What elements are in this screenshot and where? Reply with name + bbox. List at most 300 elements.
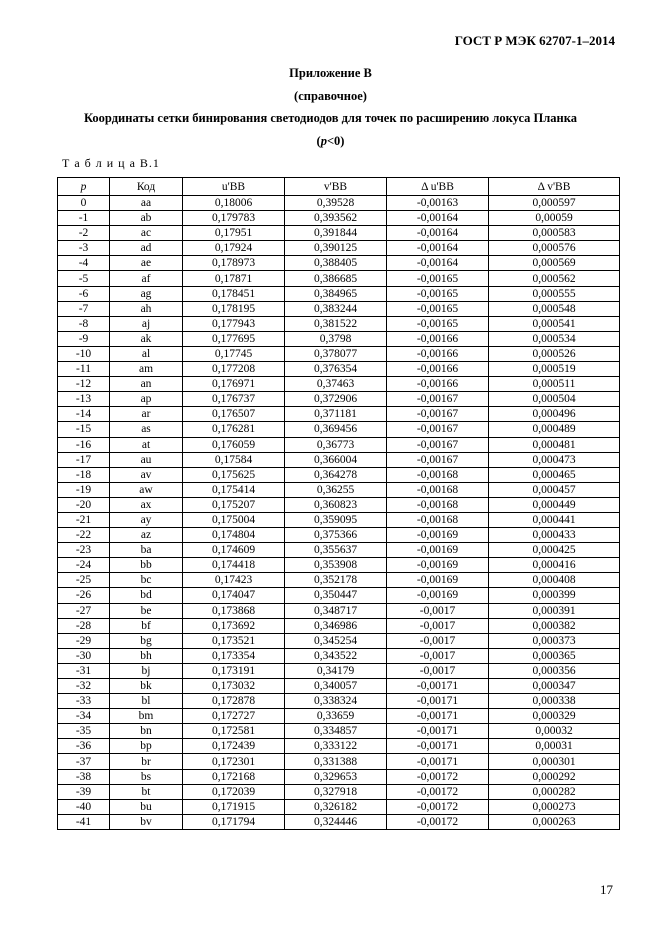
cell-v: 0,381522 xyxy=(285,316,387,331)
cell-v: 0,3798 xyxy=(285,331,387,346)
col-header-delta-v: Δ v'BB xyxy=(489,178,620,196)
cell-p: -17 xyxy=(58,452,110,467)
cell-v: 0,338324 xyxy=(285,694,387,709)
cell-code: bm xyxy=(110,709,183,724)
cell-delta-u: -0,00168 xyxy=(387,512,489,527)
cell-u: 0,172039 xyxy=(183,784,285,799)
cell-v: 0,369456 xyxy=(285,422,387,437)
cell-delta-v: 0,000569 xyxy=(489,256,620,271)
cell-delta-u: -0,0017 xyxy=(387,633,489,648)
cell-v: 0,329653 xyxy=(285,769,387,784)
cell-v: 0,390125 xyxy=(285,241,387,256)
cell-delta-v: 0,00032 xyxy=(489,724,620,739)
cell-delta-v: 0,000457 xyxy=(489,482,620,497)
table-row xyxy=(58,724,620,739)
cell-v: 0,340057 xyxy=(285,679,387,694)
table-row xyxy=(58,694,620,709)
cell-delta-u: -0,00172 xyxy=(387,784,489,799)
table-row xyxy=(58,482,620,497)
cell-delta-u: -0,0017 xyxy=(387,618,489,633)
cell-delta-u: -0,00167 xyxy=(387,422,489,437)
cell-code: aw xyxy=(110,482,183,497)
cell-p: -13 xyxy=(58,392,110,407)
cell-delta-v: 0,000433 xyxy=(489,528,620,543)
table-row xyxy=(58,226,620,241)
cell-p: -18 xyxy=(58,467,110,482)
cell-delta-v: 0,000263 xyxy=(489,814,620,829)
cell-v: 0,364278 xyxy=(285,467,387,482)
cell-delta-u: -0,00171 xyxy=(387,709,489,724)
cell-u: 0,178195 xyxy=(183,301,285,316)
appendix-subtitle: (справочное) xyxy=(294,89,367,103)
cell-u: 0,176507 xyxy=(183,407,285,422)
cell-v: 0,324446 xyxy=(285,814,387,829)
cell-delta-u: -0,00172 xyxy=(387,799,489,814)
cell-p: -33 xyxy=(58,694,110,709)
table-row xyxy=(58,799,620,814)
cell-v: 0,371181 xyxy=(285,407,387,422)
table-row xyxy=(58,588,620,603)
cell-v: 0,326182 xyxy=(285,799,387,814)
cell-code: am xyxy=(110,362,183,377)
cell-delta-u: -0,00171 xyxy=(387,694,489,709)
cell-delta-u: -0,00172 xyxy=(387,769,489,784)
cell-code: bb xyxy=(110,558,183,573)
cell-p: 0 xyxy=(58,196,110,211)
cell-code: bh xyxy=(110,648,183,663)
cell-v: 0,359095 xyxy=(285,512,387,527)
table-row xyxy=(58,573,620,588)
cell-p: -19 xyxy=(58,482,110,497)
cell-delta-u: -0,0017 xyxy=(387,663,489,678)
cell-delta-v: 0,00031 xyxy=(489,739,620,754)
cell-v: 0,334857 xyxy=(285,724,387,739)
cell-p: -31 xyxy=(58,663,110,678)
cell-code: bs xyxy=(110,769,183,784)
cell-u: 0,171794 xyxy=(183,814,285,829)
cell-p: -37 xyxy=(58,754,110,769)
cell-p: -28 xyxy=(58,618,110,633)
table-row xyxy=(58,739,620,754)
cell-v: 0,346986 xyxy=(285,618,387,633)
table-row xyxy=(58,241,620,256)
cell-delta-u: -0,00165 xyxy=(387,286,489,301)
cell-delta-v: 0,000597 xyxy=(489,196,620,211)
cell-u: 0,172878 xyxy=(183,694,285,709)
table-row xyxy=(58,316,620,331)
cell-code: ad xyxy=(110,241,183,256)
cell-delta-u: -0,00165 xyxy=(387,301,489,316)
cell-u: 0,178973 xyxy=(183,256,285,271)
cell-v: 0,378077 xyxy=(285,346,387,361)
page-number: 17 xyxy=(600,882,613,897)
cell-p: -39 xyxy=(58,784,110,799)
table-row xyxy=(58,784,620,799)
cell-v: 0,34179 xyxy=(285,663,387,678)
cell-u: 0,18006 xyxy=(183,196,285,211)
cell-code: ag xyxy=(110,286,183,301)
table-row xyxy=(58,437,620,452)
cell-p: -7 xyxy=(58,301,110,316)
cell-u: 0,174047 xyxy=(183,588,285,603)
cell-u: 0,175625 xyxy=(183,467,285,482)
cell-v: 0,333122 xyxy=(285,739,387,754)
table-row xyxy=(58,648,620,663)
cell-p: -24 xyxy=(58,558,110,573)
cell-code: ap xyxy=(110,392,183,407)
table-row xyxy=(58,528,620,543)
cell-delta-u: -0,00164 xyxy=(387,256,489,271)
cell-delta-v: 0,000449 xyxy=(489,497,620,512)
table-row xyxy=(58,663,620,678)
cell-u: 0,17745 xyxy=(183,346,285,361)
cell-u: 0,172168 xyxy=(183,769,285,784)
cell-u: 0,176737 xyxy=(183,392,285,407)
cell-u: 0,173032 xyxy=(183,679,285,694)
cell-delta-v: 0,000562 xyxy=(489,271,620,286)
cell-code: be xyxy=(110,603,183,618)
cell-delta-u: -0,00166 xyxy=(387,377,489,392)
cell-p: -23 xyxy=(58,543,110,558)
cell-delta-v: 0,000465 xyxy=(489,467,620,482)
cell-p: -34 xyxy=(58,709,110,724)
cell-delta-v: 0,000425 xyxy=(489,543,620,558)
table-row xyxy=(58,346,620,361)
table-row xyxy=(58,422,620,437)
cell-code: bj xyxy=(110,663,183,678)
cell-delta-u: -0,00165 xyxy=(387,271,489,286)
cell-delta-v: 0,000496 xyxy=(489,407,620,422)
cell-v: 0,353908 xyxy=(285,558,387,573)
appendix-heading: Координаты сетки бинирования светодиодов для точек по расширению локуса Планка xyxy=(83,111,578,125)
cell-u: 0,17423 xyxy=(183,573,285,588)
table-row xyxy=(58,497,620,512)
cell-p: -12 xyxy=(58,377,110,392)
cell-p: -38 xyxy=(58,769,110,784)
cell-delta-u: -0,00171 xyxy=(387,724,489,739)
condition-rest: <0) xyxy=(326,134,345,148)
cell-delta-v: 0,000282 xyxy=(489,784,620,799)
cell-code: ar xyxy=(110,407,183,422)
table-row xyxy=(58,362,620,377)
cell-u: 0,177943 xyxy=(183,316,285,331)
cell-code: bk xyxy=(110,679,183,694)
col-header-u: u'BB xyxy=(183,178,285,196)
cell-u: 0,17924 xyxy=(183,241,285,256)
cell-delta-u: -0,00168 xyxy=(387,482,489,497)
cell-p: -3 xyxy=(58,241,110,256)
cell-p: -6 xyxy=(58,286,110,301)
cell-delta-v: 0,000365 xyxy=(489,648,620,663)
cell-code: aj xyxy=(110,316,183,331)
cell-code: bd xyxy=(110,588,183,603)
cell-code: an xyxy=(110,377,183,392)
cell-delta-u: -0,0017 xyxy=(387,648,489,663)
cell-u: 0,174609 xyxy=(183,543,285,558)
cell-delta-v: 0,000441 xyxy=(489,512,620,527)
table-row xyxy=(58,512,620,527)
cell-delta-u: -0,00164 xyxy=(387,211,489,226)
cell-delta-v: 0,000526 xyxy=(489,346,620,361)
binning-coordinates-table xyxy=(57,177,620,830)
cell-v: 0,366004 xyxy=(285,452,387,467)
col-header-p: p xyxy=(58,178,110,196)
cell-delta-v: 0,000391 xyxy=(489,603,620,618)
table-row xyxy=(58,407,620,422)
cell-code: ay xyxy=(110,512,183,527)
cell-v: 0,383244 xyxy=(285,301,387,316)
condition-variable: p xyxy=(320,134,327,148)
cell-code: au xyxy=(110,452,183,467)
cell-v: 0,36255 xyxy=(285,482,387,497)
cell-p: -15 xyxy=(58,422,110,437)
cell-v: 0,37463 xyxy=(285,377,387,392)
cell-p: -16 xyxy=(58,437,110,452)
cell-delta-v: 0,000301 xyxy=(489,754,620,769)
cell-code: af xyxy=(110,271,183,286)
cell-code: as xyxy=(110,422,183,437)
cell-delta-u: -0,00171 xyxy=(387,679,489,694)
cell-code: bn xyxy=(110,724,183,739)
cell-delta-u: -0,00169 xyxy=(387,558,489,573)
cell-u: 0,174418 xyxy=(183,558,285,573)
cell-delta-v: 0,000541 xyxy=(489,316,620,331)
col-header-delta-u: Δ u'BB xyxy=(387,178,489,196)
cell-p: -25 xyxy=(58,573,110,588)
cell-u: 0,17871 xyxy=(183,271,285,286)
cell-delta-u: -0,00171 xyxy=(387,739,489,754)
cell-delta-v: 0,000534 xyxy=(489,331,620,346)
cell-delta-v: 0,000399 xyxy=(489,588,620,603)
cell-v: 0,360823 xyxy=(285,497,387,512)
cell-u: 0,176971 xyxy=(183,377,285,392)
cell-u: 0,176059 xyxy=(183,437,285,452)
table-row xyxy=(58,211,620,226)
cell-u: 0,173521 xyxy=(183,633,285,648)
table-row xyxy=(58,633,620,648)
cell-p: -9 xyxy=(58,331,110,346)
cell-code: ba xyxy=(110,543,183,558)
cell-delta-u: -0,00166 xyxy=(387,346,489,361)
cell-u: 0,172581 xyxy=(183,724,285,739)
cell-p: -14 xyxy=(58,407,110,422)
cell-code: bf xyxy=(110,618,183,633)
cell-p: -26 xyxy=(58,588,110,603)
cell-p: -8 xyxy=(58,316,110,331)
cell-delta-v: 0,000548 xyxy=(489,301,620,316)
cell-delta-u: -0,00167 xyxy=(387,452,489,467)
cell-p: -29 xyxy=(58,633,110,648)
table-row xyxy=(58,754,620,769)
cell-delta-v: 0,000416 xyxy=(489,558,620,573)
cell-delta-u: -0,00171 xyxy=(387,754,489,769)
cell-code: az xyxy=(110,528,183,543)
cell-code: bv xyxy=(110,814,183,829)
cell-u: 0,173868 xyxy=(183,603,285,618)
cell-code: ab xyxy=(110,211,183,226)
cell-v: 0,391844 xyxy=(285,226,387,241)
cell-u: 0,178451 xyxy=(183,286,285,301)
cell-code: bt xyxy=(110,784,183,799)
cell-p: -21 xyxy=(58,512,110,527)
cell-code: bc xyxy=(110,573,183,588)
cell-delta-u: -0,00163 xyxy=(387,196,489,211)
appendix-title: Приложение В xyxy=(289,66,372,80)
cell-u: 0,172439 xyxy=(183,739,285,754)
cell-v: 0,386685 xyxy=(285,271,387,286)
cell-p: -40 xyxy=(58,799,110,814)
cell-delta-u: -0,00167 xyxy=(387,392,489,407)
cell-v: 0,350447 xyxy=(285,588,387,603)
cell-delta-u: -0,00169 xyxy=(387,543,489,558)
table-row xyxy=(58,196,620,211)
cell-code: ah xyxy=(110,301,183,316)
cell-delta-v: 0,000356 xyxy=(489,663,620,678)
cell-v: 0,352178 xyxy=(285,573,387,588)
cell-p: -30 xyxy=(58,648,110,663)
cell-delta-u: -0,00164 xyxy=(387,241,489,256)
cell-v: 0,375366 xyxy=(285,528,387,543)
cell-v: 0,331388 xyxy=(285,754,387,769)
cell-delta-u: -0,00164 xyxy=(387,226,489,241)
table-row xyxy=(58,452,620,467)
cell-u: 0,172727 xyxy=(183,709,285,724)
cell-delta-u: -0,00172 xyxy=(387,814,489,829)
cell-v: 0,343522 xyxy=(285,648,387,663)
cell-delta-v: 0,000511 xyxy=(489,377,620,392)
cell-u: 0,177695 xyxy=(183,331,285,346)
table-row xyxy=(58,301,620,316)
cell-u: 0,177208 xyxy=(183,362,285,377)
cell-delta-v: 0,000489 xyxy=(489,422,620,437)
cell-v: 0,327918 xyxy=(285,784,387,799)
cell-u: 0,176281 xyxy=(183,422,285,437)
cell-delta-u: -0,00168 xyxy=(387,467,489,482)
table-row xyxy=(58,286,620,301)
table-row xyxy=(58,618,620,633)
cell-u: 0,173191 xyxy=(183,663,285,678)
cell-code: al xyxy=(110,346,183,361)
cell-u: 0,17951 xyxy=(183,226,285,241)
cell-delta-v: 0,000347 xyxy=(489,679,620,694)
cell-code: ae xyxy=(110,256,183,271)
col-header-v: v'BB xyxy=(285,178,387,196)
cell-p: -5 xyxy=(58,271,110,286)
cell-delta-v: 0,000504 xyxy=(489,392,620,407)
cell-v: 0,39528 xyxy=(285,196,387,211)
table-row xyxy=(58,377,620,392)
cell-delta-v: 0,000555 xyxy=(489,286,620,301)
cell-code: bl xyxy=(110,694,183,709)
cell-p: -11 xyxy=(58,362,110,377)
cell-u: 0,17584 xyxy=(183,452,285,467)
cell-delta-u: -0,0017 xyxy=(387,603,489,618)
cell-delta-v: 0,000583 xyxy=(489,226,620,241)
cell-delta-u: -0,00168 xyxy=(387,497,489,512)
table-row xyxy=(58,679,620,694)
cell-code: ax xyxy=(110,497,183,512)
cell-delta-v: 0,000292 xyxy=(489,769,620,784)
cell-code: av xyxy=(110,467,183,482)
table-row xyxy=(58,256,620,271)
cell-code: bp xyxy=(110,739,183,754)
cell-delta-v: 0,000338 xyxy=(489,694,620,709)
table-row xyxy=(58,467,620,482)
cell-v: 0,36773 xyxy=(285,437,387,452)
cell-p: -4 xyxy=(58,256,110,271)
cell-v: 0,345254 xyxy=(285,633,387,648)
table-row xyxy=(58,558,620,573)
cell-delta-v: 0,000408 xyxy=(489,573,620,588)
appendix-condition: (p<0) xyxy=(316,134,345,148)
cell-delta-u: -0,00165 xyxy=(387,316,489,331)
cell-v: 0,355637 xyxy=(285,543,387,558)
cell-delta-v: 0,00059 xyxy=(489,211,620,226)
cell-delta-v: 0,000273 xyxy=(489,799,620,814)
cell-p: -41 xyxy=(58,814,110,829)
cell-delta-v: 0,000519 xyxy=(489,362,620,377)
table-row xyxy=(58,392,620,407)
cell-p: -32 xyxy=(58,679,110,694)
document-standard-header: ГОСТ Р МЭК 62707-1–2014 xyxy=(454,33,615,48)
cell-v: 0,388405 xyxy=(285,256,387,271)
cell-p: -22 xyxy=(58,528,110,543)
cell-delta-v: 0,000481 xyxy=(489,437,620,452)
col-header-code: Код xyxy=(110,178,183,196)
table-row xyxy=(58,814,620,829)
cell-v: 0,376354 xyxy=(285,362,387,377)
cell-code: br xyxy=(110,754,183,769)
cell-delta-u: -0,00166 xyxy=(387,362,489,377)
cell-v: 0,33659 xyxy=(285,709,387,724)
cell-delta-v: 0,000576 xyxy=(489,241,620,256)
cell-code: ac xyxy=(110,226,183,241)
cell-p: -36 xyxy=(58,739,110,754)
cell-code: at xyxy=(110,437,183,452)
cell-code: ak xyxy=(110,331,183,346)
cell-v: 0,384965 xyxy=(285,286,387,301)
cell-p: -27 xyxy=(58,603,110,618)
cell-code: bu xyxy=(110,799,183,814)
cell-p: -20 xyxy=(58,497,110,512)
table-caption: Т а б л и ц а В.1 xyxy=(62,156,160,170)
cell-delta-v: 0,000473 xyxy=(489,452,620,467)
cell-delta-u: -0,00167 xyxy=(387,407,489,422)
table-header-row xyxy=(58,178,620,196)
table-row xyxy=(58,543,620,558)
cell-delta-v: 0,000329 xyxy=(489,709,620,724)
cell-u: 0,173354 xyxy=(183,648,285,663)
cell-u: 0,171915 xyxy=(183,799,285,814)
cell-v: 0,372906 xyxy=(285,392,387,407)
table-row xyxy=(58,603,620,618)
table-row xyxy=(58,709,620,724)
cell-u: 0,172301 xyxy=(183,754,285,769)
cell-v: 0,348717 xyxy=(285,603,387,618)
cell-delta-u: -0,00167 xyxy=(387,437,489,452)
cell-p: -35 xyxy=(58,724,110,739)
cell-p: -10 xyxy=(58,346,110,361)
table-row xyxy=(58,331,620,346)
cell-delta-v: 0,000382 xyxy=(489,618,620,633)
cell-u: 0,175004 xyxy=(183,512,285,527)
cell-v: 0,393562 xyxy=(285,211,387,226)
cell-delta-u: -0,00166 xyxy=(387,331,489,346)
cell-code: aa xyxy=(110,196,183,211)
cell-u: 0,179783 xyxy=(183,211,285,226)
table-row xyxy=(58,271,620,286)
cell-delta-u: -0,00169 xyxy=(387,588,489,603)
